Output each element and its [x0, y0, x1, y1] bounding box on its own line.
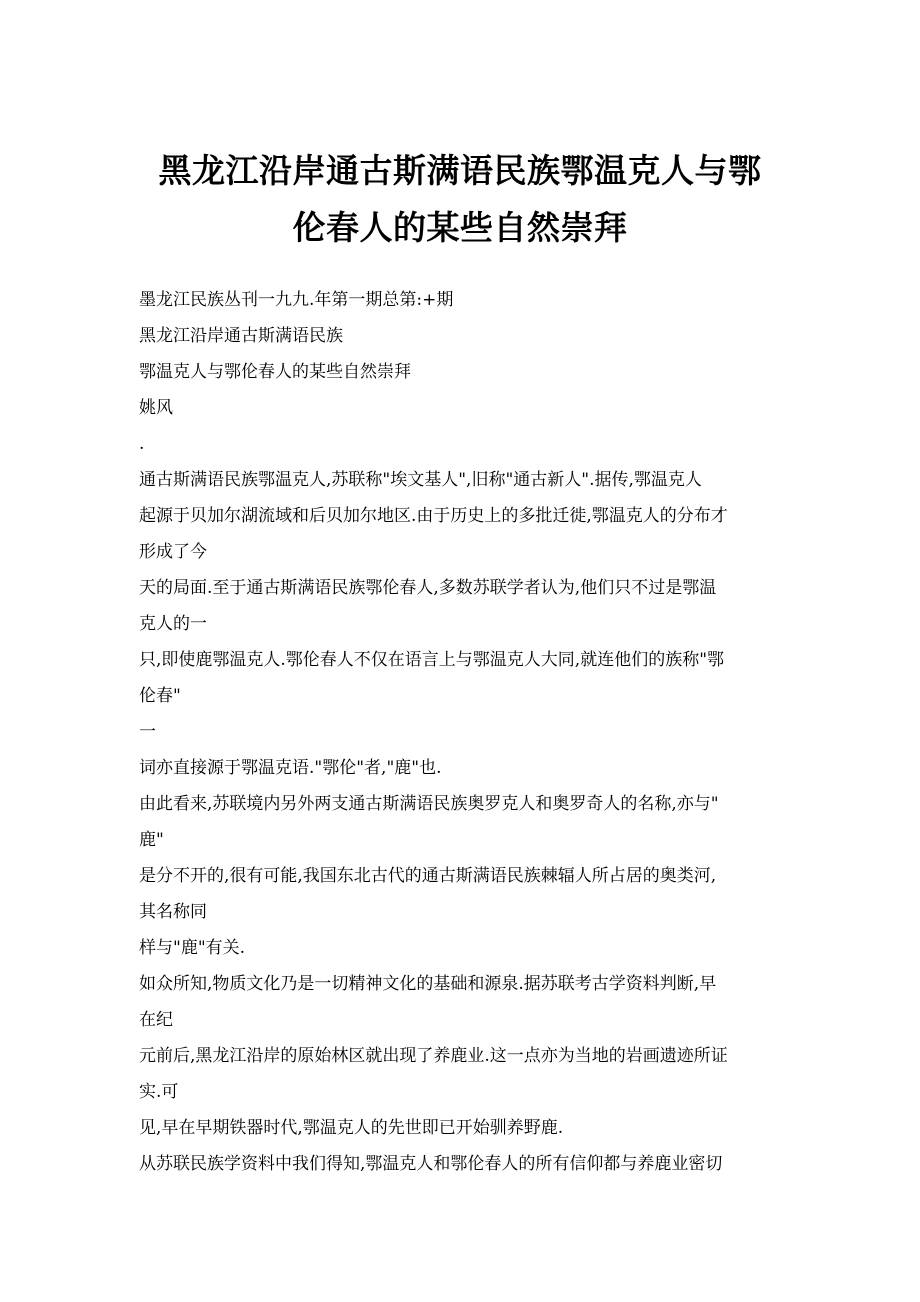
text-line: 在纪	[139, 1010, 173, 1030]
text-line: 鹿"	[139, 830, 164, 850]
text-line: 克人的一	[139, 614, 207, 634]
text-line: 起源于贝加尔湖流域和后贝加尔地区.由于历史上的多批迁徙,鄂温克人的分布才	[139, 506, 728, 526]
title-line: 黑龙江沿岸通古斯满语民族鄂温克人与鄂	[158, 151, 762, 190]
subtitle-line: 黑龙江沿岸通古斯满语民族	[139, 326, 343, 346]
text-line: 从苏联民族学资料中我们得知,鄂温克人和鄂伦春人的所有信仰都与养鹿业密切	[139, 1154, 723, 1174]
text-line: 词亦直接源于鄂温克语."鄂伦"者,"鹿"也.	[139, 758, 442, 778]
text-line: 元前后,黑龙江沿岸的原始林区就出现了养鹿业.这一点亦为当地的岩画遗迹所证	[139, 1046, 728, 1066]
document-body	[139, 282, 789, 1182]
document-title	[100, 142, 820, 256]
text-line: 通古斯满语民族鄂温克人,苏联称"埃文基人",旧称"通古新人".据传,鄂温克人	[139, 470, 702, 490]
text-line: 由此看来,苏联境内另外两支通古斯满语民族奥罗克人和奥罗奇人的名称,亦与"	[139, 794, 719, 814]
text-line: 见,早在早期铁器时代,鄂温克人的先世即已开始驯养野鹿.	[139, 1118, 564, 1138]
text-line: 是分不开的,很有可能,我国东北古代的通古斯满语民族棘辐人所占居的奥类河,	[139, 866, 717, 886]
journal-source-line: 墨龙江民族丛刊一九九.年第一期总第:+期	[139, 290, 454, 310]
text-line: 伦春"	[139, 686, 181, 706]
text-line: 只,即使鹿鄂温克人.鄂伦春人不仅在语言上与鄂温克人大同,就连他们的族称"鄂	[139, 650, 725, 670]
text-line: 天的局面.至于通古斯满语民族鄂伦春人,多数苏联学者认为,他们只不过是鄂温	[139, 578, 717, 598]
text-line: 形成了今	[139, 542, 207, 562]
text-line: 一	[139, 722, 156, 742]
text-line: .	[139, 434, 145, 454]
text-line: 实.可	[139, 1082, 179, 1102]
text-line: 样与"鹿"有关.	[139, 938, 246, 958]
title-line: 伦春人的某些自然崇拜	[292, 208, 628, 247]
subtitle-line: 鄂温克人与鄂伦春人的某些自然崇拜	[139, 362, 411, 382]
author-name: 姚风	[139, 398, 173, 418]
text-line: 如众所知,物质文化乃是一切精神文化的基础和源泉.据苏联考古学资料判断,早	[139, 974, 717, 994]
text-line: 其名称同	[139, 902, 207, 922]
